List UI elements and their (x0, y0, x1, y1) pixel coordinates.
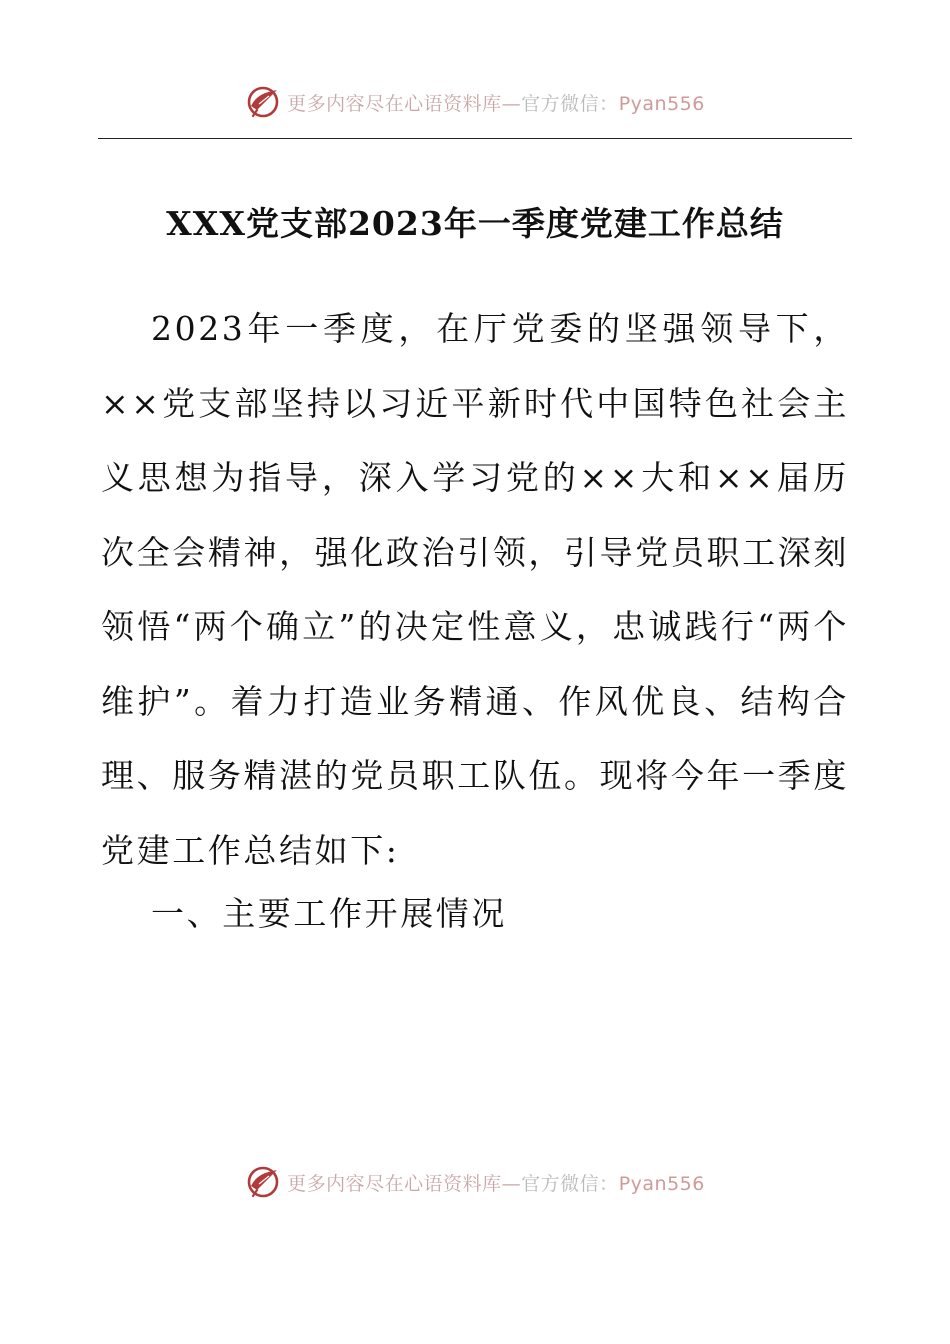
body-paragraph: 2023年一季度，在厅党委的坚强领导下，××党支部坚持以习近平新时代中国特色社会主义思想为指导，深入学习党的××大和××届历次全会精神，强化政治引领，引导党员职工深刻领悟“两个确立”的决定性意义，忠诚践行“两个维护”。着力打造业务精通、作风优良、结构合理、服务精湛的党员职工队伍。现将今年一季度党建工作总结如下: (101, 309, 849, 870)
document-title: XXX党支部2023年一季度党建工作总结 (166, 204, 784, 243)
footer-watermark-text (287, 1169, 705, 1196)
header-watermark-text (287, 89, 705, 116)
section-heading: 一、主要工作开展情况 (151, 894, 507, 933)
header-separator: — (501, 92, 522, 115)
quill-pen-logo-icon (245, 1164, 281, 1200)
footer-wechat-id: Pyan556 (618, 1172, 705, 1195)
header-wechat-label: 官方微信： (521, 92, 619, 115)
quill-pen-logo-icon (245, 84, 281, 120)
footer-separator: — (501, 1172, 522, 1195)
header-wechat-id: Pyan556 (618, 92, 705, 115)
footer-site-name: 更多内容尽在心语资料库 (287, 1172, 502, 1195)
header-site-name: 更多内容尽在心语资料库 (287, 92, 502, 115)
footer-watermark-banner (0, 1164, 950, 1200)
header-divider (98, 138, 852, 139)
footer-wechat-label: 官方微信： (521, 1172, 619, 1195)
header-watermark-banner (0, 84, 950, 120)
